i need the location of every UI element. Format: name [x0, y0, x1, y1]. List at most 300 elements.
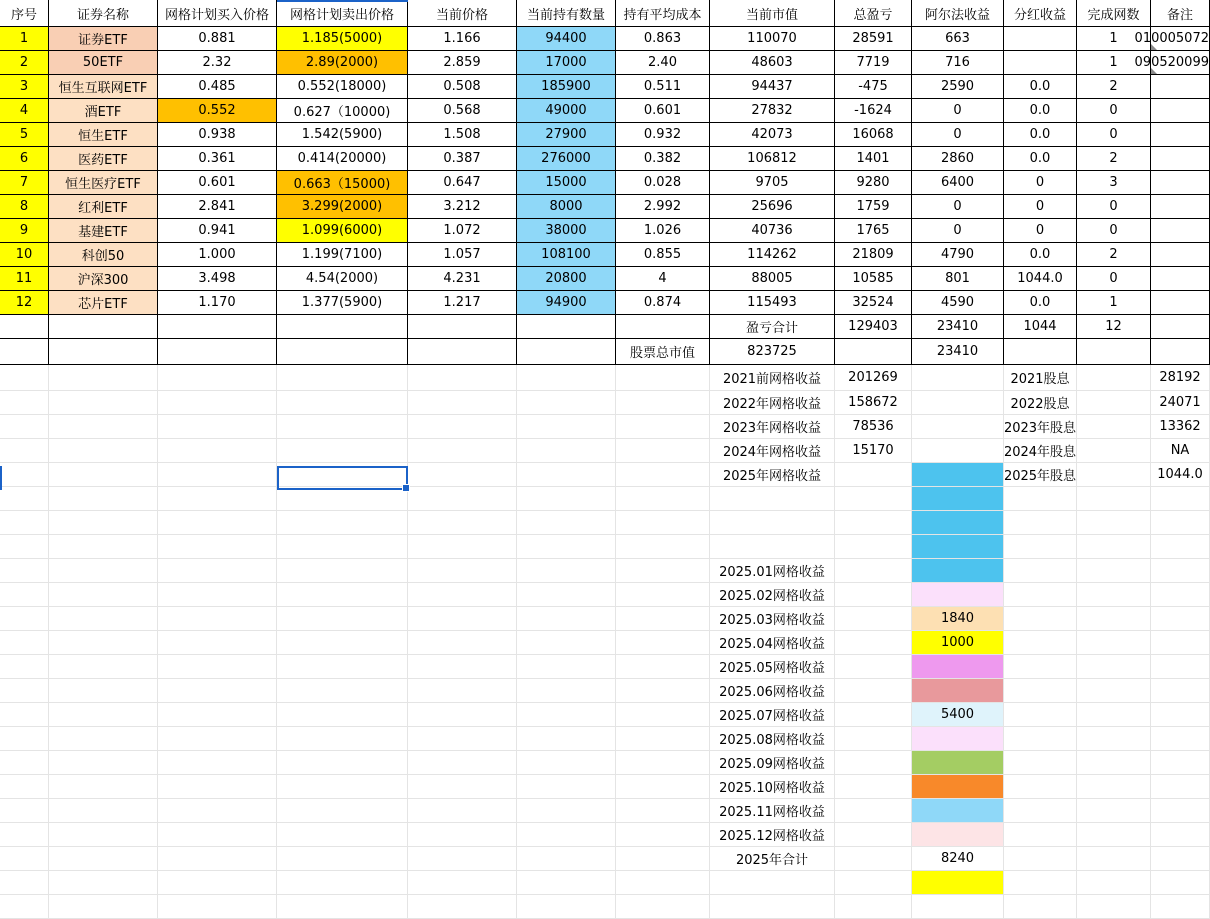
table-cell[interactable]: 1	[1077, 291, 1151, 315]
table-cell[interactable]: 5	[0, 123, 49, 147]
table-cell[interactable]: 10	[0, 243, 49, 267]
grid-cell[interactable]	[49, 871, 158, 895]
selected-cell-outline[interactable]	[277, 466, 408, 490]
table-cell[interactable]	[1151, 339, 1210, 365]
grid-cell[interactable]	[49, 487, 158, 511]
grid-cell[interactable]	[517, 535, 616, 559]
grid-cell[interactable]	[158, 727, 277, 751]
grid-cell[interactable]	[0, 365, 49, 391]
table-cell[interactable]: 9705	[710, 171, 835, 195]
note-cell[interactable]	[1151, 99, 1210, 123]
table-cell[interactable]: 0.874	[616, 291, 710, 315]
grid-cell[interactable]	[1077, 391, 1151, 415]
grid-cell[interactable]	[616, 655, 710, 679]
table-cell[interactable]	[1004, 339, 1077, 365]
table-cell[interactable]: 94437	[710, 75, 835, 99]
table-cell[interactable]: 94400	[517, 27, 616, 51]
table-cell[interactable]: 12	[1077, 315, 1151, 339]
grid-cell[interactable]	[616, 607, 710, 631]
table-cell[interactable]: 8000	[517, 195, 616, 219]
table-cell[interactable]: 1.199(7100)	[277, 243, 408, 267]
table-cell[interactable]: 8	[0, 195, 49, 219]
grid-cell[interactable]	[158, 655, 277, 679]
grid-cell[interactable]	[0, 775, 49, 799]
grid-cell[interactable]	[158, 799, 277, 823]
table-cell[interactable]: 证券ETF	[49, 27, 158, 51]
table-cell[interactable]: 0	[912, 219, 1004, 243]
table-cell[interactable]: 6	[0, 147, 49, 171]
grid-cell[interactable]	[1077, 751, 1151, 775]
grid-cell[interactable]	[517, 559, 616, 583]
table-cell[interactable]: 科创50	[49, 243, 158, 267]
grid-cell[interactable]	[517, 511, 616, 535]
grid-cell[interactable]	[158, 751, 277, 775]
grid-cell[interactable]	[835, 583, 912, 607]
grid-cell[interactable]	[408, 727, 517, 751]
note-cell[interactable]	[1151, 171, 1210, 195]
grid-cell[interactable]	[158, 439, 277, 463]
grid-cell[interactable]	[835, 535, 912, 559]
grid-cell[interactable]	[1077, 559, 1151, 583]
grid-cell[interactable]	[408, 847, 517, 871]
grid-cell[interactable]	[158, 391, 277, 415]
grid-cell[interactable]	[616, 631, 710, 655]
table-cell[interactable]: 9	[0, 219, 49, 243]
grid-cell[interactable]	[1077, 823, 1151, 847]
grid-cell[interactable]	[517, 799, 616, 823]
grid-cell[interactable]	[517, 415, 616, 439]
grid-cell[interactable]	[1151, 847, 1210, 871]
year-total-value[interactable]: 8240	[912, 847, 1004, 871]
monthly-value[interactable]: 5400	[912, 703, 1004, 727]
grid-cell[interactable]	[408, 583, 517, 607]
column-header[interactable]: 当前持有数量	[517, 0, 616, 27]
table-cell[interactable]: 3.212	[408, 195, 517, 219]
grid-cell[interactable]	[835, 799, 912, 823]
grid-cell[interactable]	[1077, 655, 1151, 679]
monthly-value[interactable]	[912, 583, 1004, 607]
table-cell[interactable]: 1.026	[616, 219, 710, 243]
grid-cell[interactable]	[616, 775, 710, 799]
grid-cell[interactable]	[408, 871, 517, 895]
table-cell[interactable]: 801	[912, 267, 1004, 291]
column-header[interactable]: 分红收益	[1004, 0, 1077, 27]
grid-cell[interactable]	[49, 703, 158, 727]
grid-cell[interactable]	[912, 463, 1004, 487]
grid-cell[interactable]	[158, 535, 277, 559]
table-cell[interactable]: 1765	[835, 219, 912, 243]
column-header[interactable]: 完成网数	[1077, 0, 1151, 27]
column-header[interactable]: 序号	[0, 0, 49, 27]
table-cell[interactable]: 50ETF	[49, 51, 158, 75]
table-cell[interactable]	[277, 339, 408, 365]
grid-cell[interactable]	[616, 365, 710, 391]
table-cell[interactable]: 0.941	[158, 219, 277, 243]
dividend-label[interactable]: 2021股息	[1004, 365, 1077, 391]
note-cell[interactable]	[1151, 75, 1210, 99]
grid-cell[interactable]	[0, 535, 49, 559]
grid-cell[interactable]	[0, 823, 49, 847]
dividend-label[interactable]: 2023年股息	[1004, 415, 1077, 439]
grid-cell[interactable]	[0, 895, 49, 919]
table-cell[interactable]: 129403	[835, 315, 912, 339]
grid-cell[interactable]	[835, 631, 912, 655]
grid-cell[interactable]	[710, 487, 835, 511]
table-cell[interactable]: 1.508	[408, 123, 517, 147]
grid-cell[interactable]	[408, 535, 517, 559]
grid-cell[interactable]	[0, 871, 49, 895]
year-total-label[interactable]: 2025年合计	[710, 847, 835, 871]
grid-cell[interactable]	[277, 895, 408, 919]
table-cell[interactable]: 基建ETF	[49, 219, 158, 243]
table-cell[interactable]: 恒生ETF	[49, 123, 158, 147]
table-cell[interactable]: 23410	[912, 339, 1004, 365]
grid-cell[interactable]	[517, 775, 616, 799]
grid-cell[interactable]	[835, 871, 912, 895]
table-cell[interactable]: 1.000	[158, 243, 277, 267]
grid-cell[interactable]	[49, 415, 158, 439]
table-cell[interactable]: 2.89(2000)	[277, 51, 408, 75]
note-cell[interactable]	[1151, 291, 1210, 315]
grid-cell[interactable]	[1077, 775, 1151, 799]
grid-cell[interactable]	[1151, 655, 1210, 679]
yearly-label[interactable]: 2023年网格收益	[710, 415, 835, 439]
grid-cell[interactable]	[1004, 679, 1077, 703]
grid-cell[interactable]	[616, 487, 710, 511]
table-cell[interactable]: 0	[1077, 219, 1151, 243]
grid-cell[interactable]	[517, 607, 616, 631]
table-cell[interactable]: 0.382	[616, 147, 710, 171]
grid-cell[interactable]	[158, 607, 277, 631]
column-header[interactable]: 当前价格	[408, 0, 517, 27]
table-cell[interactable]: 4790	[912, 243, 1004, 267]
table-cell[interactable]: 7	[0, 171, 49, 195]
grid-cell[interactable]	[912, 439, 1004, 463]
column-header[interactable]: 备注	[1151, 0, 1210, 27]
note-cell[interactable]: 010005072	[1151, 27, 1210, 51]
table-cell[interactable]: 恒生医疗ETF	[49, 171, 158, 195]
grid-cell[interactable]	[408, 607, 517, 631]
table-cell[interactable]	[158, 315, 277, 339]
grid-cell[interactable]	[835, 559, 912, 583]
dividend-value[interactable]: 28192	[1151, 365, 1210, 391]
table-cell[interactable]: 4	[616, 267, 710, 291]
table-cell[interactable]	[158, 339, 277, 365]
table-cell[interactable]: 4	[0, 99, 49, 123]
table-cell[interactable]: 盈亏合计	[710, 315, 835, 339]
grid-cell[interactable]	[517, 703, 616, 727]
yearly-label[interactable]: 2024年网格收益	[710, 439, 835, 463]
grid-cell[interactable]	[408, 391, 517, 415]
table-cell[interactable]	[517, 315, 616, 339]
table-cell[interactable]: 0	[1077, 123, 1151, 147]
grid-cell[interactable]	[408, 631, 517, 655]
grid-cell[interactable]	[49, 439, 158, 463]
grid-cell[interactable]	[158, 487, 277, 511]
grid-cell[interactable]	[158, 631, 277, 655]
grid-cell[interactable]	[912, 895, 1004, 919]
column-header[interactable]: 网格计划买入价格	[158, 0, 277, 27]
table-cell[interactable]: 17000	[517, 51, 616, 75]
table-cell[interactable]: 110070	[710, 27, 835, 51]
table-cell[interactable]: 7719	[835, 51, 912, 75]
monthly-value[interactable]	[912, 823, 1004, 847]
table-cell[interactable]: 2.841	[158, 195, 277, 219]
grid-cell[interactable]	[517, 847, 616, 871]
grid-cell[interactable]	[1151, 703, 1210, 727]
grid-cell[interactable]	[0, 559, 49, 583]
grid-cell[interactable]	[1151, 607, 1210, 631]
grid-cell[interactable]	[277, 415, 408, 439]
table-cell[interactable]: 1.170	[158, 291, 277, 315]
monthly-label[interactable]: 2025.07网格收益	[710, 703, 835, 727]
grid-cell[interactable]	[835, 751, 912, 775]
note-cell[interactable]	[1151, 147, 1210, 171]
table-cell[interactable]	[1004, 27, 1077, 51]
grid-cell[interactable]	[49, 511, 158, 535]
table-cell[interactable]: 沪深300	[49, 267, 158, 291]
grid-cell[interactable]	[158, 847, 277, 871]
grid-cell[interactable]	[277, 751, 408, 775]
grid-cell[interactable]	[277, 439, 408, 463]
table-cell[interactable]: 0.855	[616, 243, 710, 267]
dividend-value[interactable]: NA	[1151, 439, 1210, 463]
grid-cell[interactable]	[408, 559, 517, 583]
grid-cell[interactable]	[158, 415, 277, 439]
grid-cell[interactable]	[1004, 727, 1077, 751]
grid-cell[interactable]	[616, 463, 710, 487]
table-cell[interactable]: 1.166	[408, 27, 517, 51]
table-cell[interactable]: 1.217	[408, 291, 517, 315]
table-cell[interactable]: 红利ETF	[49, 195, 158, 219]
yearly-value[interactable]	[835, 463, 912, 487]
table-cell[interactable]: 1759	[835, 195, 912, 219]
grid-cell[interactable]	[49, 895, 158, 919]
grid-cell[interactable]	[1077, 847, 1151, 871]
grid-cell[interactable]	[1077, 895, 1151, 919]
grid-cell[interactable]	[1004, 751, 1077, 775]
note-cell[interactable]	[1151, 123, 1210, 147]
grid-cell[interactable]	[277, 511, 408, 535]
grid-cell[interactable]	[0, 727, 49, 751]
table-cell[interactable]: 6400	[912, 171, 1004, 195]
grid-cell[interactable]	[912, 535, 1004, 559]
grid-cell[interactable]	[49, 679, 158, 703]
grid-cell[interactable]	[616, 439, 710, 463]
grid-cell[interactable]	[1077, 607, 1151, 631]
grid-cell[interactable]	[408, 365, 517, 391]
table-cell[interactable]: 恒生互联网ETF	[49, 75, 158, 99]
table-cell[interactable]: 823725	[710, 339, 835, 365]
table-cell[interactable]: 10585	[835, 267, 912, 291]
table-cell[interactable]: 0.0	[1004, 75, 1077, 99]
grid-cell[interactable]	[517, 871, 616, 895]
monthly-label[interactable]: 2025.03网格收益	[710, 607, 835, 631]
grid-cell[interactable]	[277, 487, 408, 511]
table-cell[interactable]: 1	[0, 27, 49, 51]
note-cell[interactable]	[1151, 267, 1210, 291]
note-cell[interactable]	[1151, 243, 1210, 267]
table-cell[interactable]: 23410	[912, 315, 1004, 339]
table-cell[interactable]: 2	[1077, 75, 1151, 99]
dividend-label[interactable]: 2022股息	[1004, 391, 1077, 415]
grid-cell[interactable]	[1077, 439, 1151, 463]
table-cell[interactable]: 4.54(2000)	[277, 267, 408, 291]
grid-cell[interactable]	[49, 583, 158, 607]
table-cell[interactable]: 0.414(20000)	[277, 147, 408, 171]
column-header[interactable]: 总盈亏	[835, 0, 912, 27]
table-cell[interactable]: 21809	[835, 243, 912, 267]
grid-cell[interactable]	[158, 679, 277, 703]
grid-cell[interactable]	[1004, 631, 1077, 655]
grid-cell[interactable]	[408, 439, 517, 463]
table-cell[interactable]: 0.881	[158, 27, 277, 51]
table-cell[interactable]: 94900	[517, 291, 616, 315]
dividend-value[interactable]: 24071	[1151, 391, 1210, 415]
yearly-value[interactable]: 78536	[835, 415, 912, 439]
grid-cell[interactable]	[49, 799, 158, 823]
grid-cell[interactable]	[835, 487, 912, 511]
table-cell[interactable]: 1.072	[408, 219, 517, 243]
grid-cell[interactable]	[408, 775, 517, 799]
grid-cell[interactable]	[408, 703, 517, 727]
table-cell[interactable]: 2590	[912, 75, 1004, 99]
grid-cell[interactable]	[1151, 895, 1210, 919]
yearly-label[interactable]: 2021前网格收益	[710, 365, 835, 391]
grid-cell[interactable]	[49, 727, 158, 751]
grid-cell[interactable]	[408, 487, 517, 511]
grid-cell[interactable]	[408, 823, 517, 847]
grid-cell[interactable]	[49, 823, 158, 847]
table-cell[interactable]: 2.40	[616, 51, 710, 75]
grid-cell[interactable]	[1077, 799, 1151, 823]
grid-cell[interactable]	[277, 799, 408, 823]
table-cell[interactable]: 185900	[517, 75, 616, 99]
grid-cell[interactable]	[517, 679, 616, 703]
grid-cell[interactable]	[158, 583, 277, 607]
grid-cell[interactable]	[517, 895, 616, 919]
table-cell[interactable]: 27832	[710, 99, 835, 123]
grid-cell[interactable]	[517, 655, 616, 679]
table-cell[interactable]: 1.185(5000)	[277, 27, 408, 51]
table-cell[interactable]: 3.498	[158, 267, 277, 291]
table-cell[interactable]: 20800	[517, 267, 616, 291]
grid-cell[interactable]	[158, 871, 277, 895]
grid-cell[interactable]	[616, 559, 710, 583]
table-cell[interactable]: 0	[1077, 267, 1151, 291]
grid-cell[interactable]	[0, 487, 49, 511]
table-cell[interactable]: 106812	[710, 147, 835, 171]
grid-cell[interactable]	[0, 391, 49, 415]
column-header[interactable]: 网格计划卖出价格	[277, 0, 408, 27]
grid-cell[interactable]	[517, 365, 616, 391]
grid-cell[interactable]	[408, 463, 517, 487]
grid-cell[interactable]	[408, 415, 517, 439]
grid-cell[interactable]	[0, 679, 49, 703]
table-cell[interactable]: 16068	[835, 123, 912, 147]
table-cell[interactable]: 1401	[835, 147, 912, 171]
grid-cell[interactable]	[1077, 535, 1151, 559]
monthly-value[interactable]	[912, 799, 1004, 823]
table-cell[interactable]: 0.511	[616, 75, 710, 99]
note-cell[interactable]: 090520099	[1151, 51, 1210, 75]
grid-cell[interactable]	[1151, 823, 1210, 847]
note-cell[interactable]	[1151, 219, 1210, 243]
table-cell[interactable]: 25696	[710, 195, 835, 219]
grid-cell[interactable]	[49, 847, 158, 871]
dividend-value[interactable]: 13362	[1151, 415, 1210, 439]
grid-cell[interactable]	[835, 823, 912, 847]
table-cell[interactable]: 0	[912, 123, 1004, 147]
table-cell[interactable]	[0, 339, 49, 365]
note-cell[interactable]	[1151, 195, 1210, 219]
grid-cell[interactable]	[1004, 799, 1077, 823]
table-cell[interactable]: 3	[0, 75, 49, 99]
table-cell[interactable]	[1151, 315, 1210, 339]
table-cell[interactable]: 0	[1077, 195, 1151, 219]
yearly-label[interactable]: 2025年网格收益	[710, 463, 835, 487]
grid-cell[interactable]	[277, 365, 408, 391]
grid-cell[interactable]	[1077, 487, 1151, 511]
grid-cell[interactable]	[517, 583, 616, 607]
monthly-label[interactable]: 2025.05网格收益	[710, 655, 835, 679]
grid-cell[interactable]	[49, 559, 158, 583]
grid-cell[interactable]	[277, 559, 408, 583]
grid-cell[interactable]	[408, 799, 517, 823]
grid-cell[interactable]	[1004, 895, 1077, 919]
table-cell[interactable]: 1044	[1004, 315, 1077, 339]
grid-cell[interactable]	[835, 775, 912, 799]
grid-cell[interactable]	[912, 415, 1004, 439]
grid-cell[interactable]	[49, 391, 158, 415]
table-cell[interactable]: 0	[1077, 99, 1151, 123]
grid-cell[interactable]	[277, 775, 408, 799]
table-cell[interactable]: 0.863	[616, 27, 710, 51]
table-cell[interactable]: 0.552	[158, 99, 277, 123]
grid-cell[interactable]	[277, 823, 408, 847]
grid-cell[interactable]	[710, 895, 835, 919]
monthly-label[interactable]: 2025.08网格收益	[710, 727, 835, 751]
table-cell[interactable]: 0.485	[158, 75, 277, 99]
grid-cell[interactable]	[1151, 799, 1210, 823]
grid-cell[interactable]	[835, 511, 912, 535]
grid-cell[interactable]	[616, 799, 710, 823]
grid-cell[interactable]	[277, 391, 408, 415]
grid-cell[interactable]	[49, 655, 158, 679]
grid-cell[interactable]	[835, 703, 912, 727]
grid-cell[interactable]	[1004, 847, 1077, 871]
grid-cell[interactable]	[1077, 871, 1151, 895]
grid-cell[interactable]	[835, 895, 912, 919]
monthly-label[interactable]: 2025.09网格收益	[710, 751, 835, 775]
grid-cell[interactable]	[0, 583, 49, 607]
table-cell[interactable]: -1624	[835, 99, 912, 123]
table-cell[interactable]: 12	[0, 291, 49, 315]
grid-cell[interactable]	[0, 847, 49, 871]
grid-cell[interactable]	[1151, 487, 1210, 511]
grid-cell[interactable]	[517, 751, 616, 775]
table-cell[interactable]: 38000	[517, 219, 616, 243]
grid-cell[interactable]	[1077, 583, 1151, 607]
table-cell[interactable]: 42073	[710, 123, 835, 147]
table-cell[interactable]	[0, 315, 49, 339]
grid-cell[interactable]	[912, 487, 1004, 511]
table-cell[interactable]: 114262	[710, 243, 835, 267]
table-cell[interactable]: 0.387	[408, 147, 517, 171]
table-cell[interactable]: 0.028	[616, 171, 710, 195]
grid-cell[interactable]	[0, 631, 49, 655]
monthly-value[interactable]: 1840	[912, 607, 1004, 631]
